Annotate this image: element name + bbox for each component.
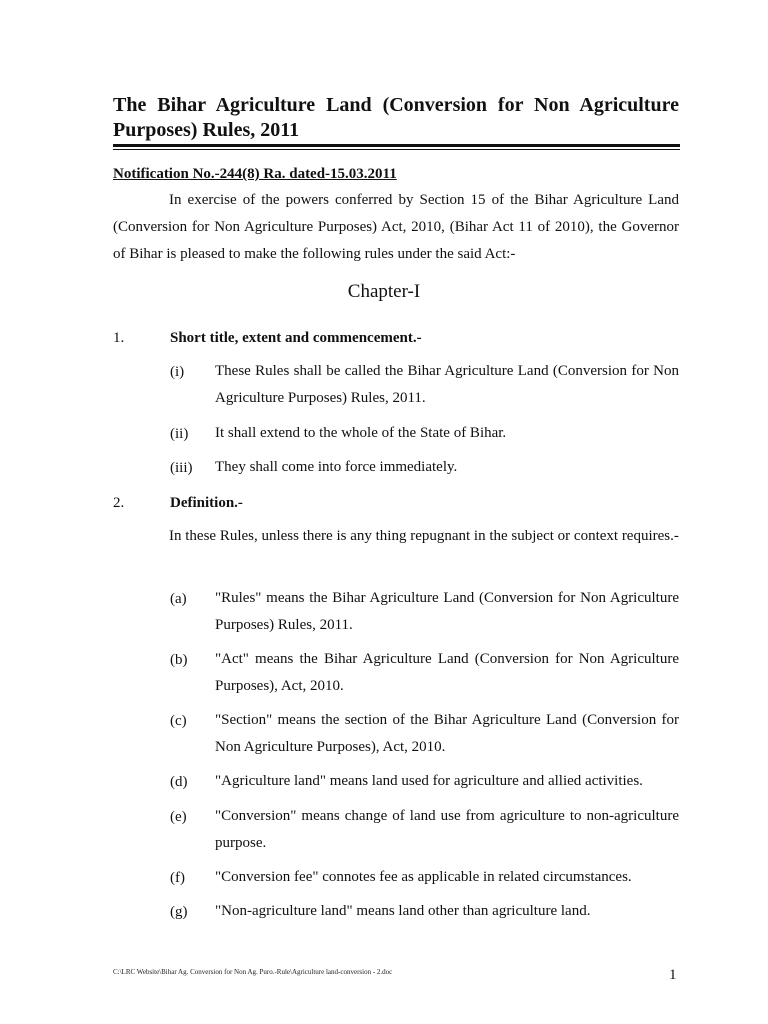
footer-file-path: C:\LRC Website\Bihar Ag. Conversion for Non Ag. Puro.-Rule\Agriculture land-conversion - 2.doc: [113, 968, 393, 976]
item-label: (ii): [170, 426, 189, 442]
item-label: (c): [170, 713, 187, 729]
item-label: (f): [170, 870, 185, 886]
item-label: (a): [170, 591, 187, 607]
item-label: (g): [170, 904, 188, 920]
item-text: "Rules" means the Bihar Agriculture Land (Conversion for Non Agriculture Purposes) Rules, 2011.: [215, 590, 679, 633]
item-text: "Act" means the Bihar Agriculture Land (Conversion for Non Agriculture Purposes), Act, 2010.: [215, 651, 679, 694]
item-text: It shall extend to the whole of the State of Bihar.: [215, 425, 507, 441]
chapter-heading: Chapter-I: [347, 281, 421, 302]
item-text: "Agriculture land" means land used for agriculture and allied activities.: [215, 773, 643, 789]
item-text: "Section" means the section of the Bihar Agriculture Land (Conversion for Non Agriculture Purposes), Act, 2010.: [215, 712, 679, 755]
notification-line: Notification No.-244(8) Ra. dated-15.03.2011: [113, 166, 397, 182]
title-rule-thin: [113, 149, 680, 150]
title-rule-thick: [113, 144, 680, 147]
item-label: (b): [170, 652, 188, 668]
item-text: They shall come into force immediately.: [215, 459, 458, 475]
preamble-paragraph: In exercise of the powers conferred by Section 15 of the Bihar Agriculture Land (Conversion for Non Agriculture Purposes) Act, 2010, (Bihar Act 11 of 2010), the Governor of Bihar is pleased to make the following rules under the said Act:-: [113, 192, 679, 262]
section-number: 1.: [113, 330, 125, 346]
item-label: (iii): [170, 460, 193, 476]
item-text: These Rules shall be called the Bihar Agriculture Land (Conversion for Non Agriculture Purposes) Rules, 2011.: [215, 363, 679, 406]
section-number: 2.: [113, 495, 125, 511]
document-title: The Bihar Agriculture Land (Conversion for Non Agriculture Purposes) Rules, 2011: [113, 94, 679, 141]
item-label: (d): [170, 774, 188, 790]
item-text: "Conversion fee" connotes fee as applicable in related circumstances.: [215, 869, 632, 885]
item-label: (i): [170, 364, 185, 380]
item-label: (e): [170, 809, 187, 825]
page-number: 1: [669, 967, 677, 983]
section-title: Short title, extent and commencement.-: [170, 330, 422, 346]
definition-intro: In these Rules, unless there is any thing repugnant in the subject or context requires.-: [169, 528, 679, 544]
item-text: "Conversion" means change of land use from agriculture to non-agriculture purpose.: [215, 808, 679, 851]
section-title: Definition.-: [170, 495, 243, 511]
item-text: "Non-agriculture land" means land other than agriculture land.: [215, 903, 591, 919]
